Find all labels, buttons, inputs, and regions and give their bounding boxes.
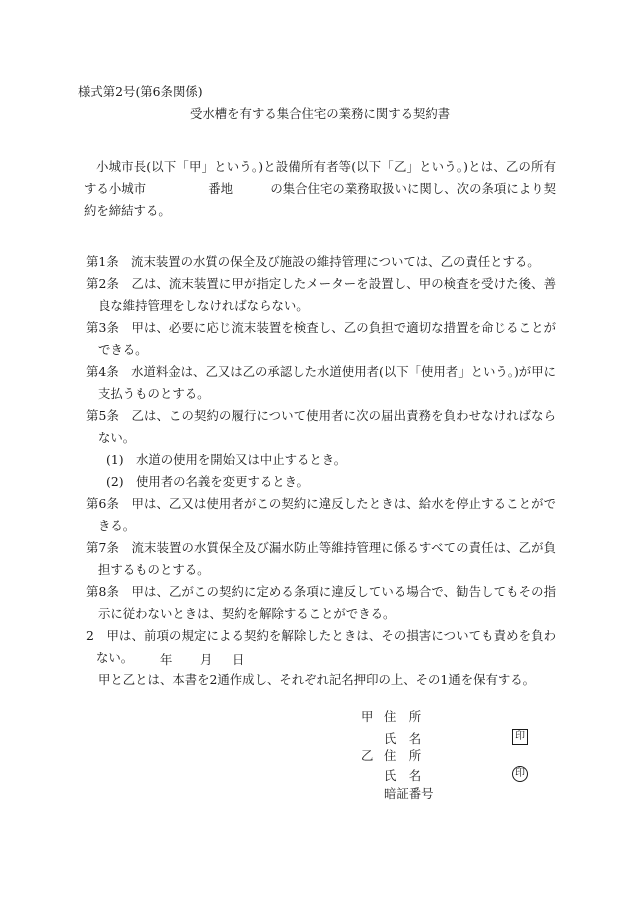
article-8: 第8条 甲は、乙がこの契約に定める条項に違反している場合で、勧告してもその指示に従わないときは、契約を解除することができる。 [86, 584, 556, 621]
article-1: 第1条 流末装置の水質の保全及び施設の維持管理については、乙の責任とする。 [86, 254, 540, 269]
article-7: 第7条 流末装置の水質保全及び漏水防止等維持管理に係るすべての責任は、乙が負担するものとする。 [86, 540, 556, 577]
article-2: 第2条 乙は、流末装置に甲が指定したメーターを設置し、甲の検査を受けた後、善良な維持管理をしなければならない。 [86, 276, 556, 313]
closing-text: 甲と乙とは、本書を2通作成し、それぞれ記名押印の上、その1通を保有する。 [98, 672, 536, 687]
article-5: 第5条 乙は、この契約の履行について使用者に次の届出責務を負わせなければならない。 [86, 408, 556, 445]
article-5-item-2: (2) 使用者の名義を変更するとき。 [106, 474, 309, 489]
form-number: 様式第2号(第6条関係) [78, 84, 203, 99]
articles-block [86, 251, 556, 691]
party-b-seal-icon: 印 [512, 766, 528, 782]
date-month: 月 [200, 652, 213, 667]
article-5-item-1: (1) 水道の使用を開始又は中止するとき。 [106, 452, 347, 467]
article-3: 第3条 甲は、必要に応じ流末装置を検査し、乙の負担で適切な措置を命じることができる。 [86, 320, 556, 357]
article-6: 第6条 甲は、乙又は使用者がこの契約に違反したときは、給水を停止することができる。 [86, 496, 556, 533]
party-b-name-label: 氏 名 [384, 768, 422, 783]
pin-label: 暗証番号 [384, 786, 434, 801]
party-a-name-label: 氏 名 [384, 731, 422, 746]
paragraph-2: 2 甲は、前項の規定による契約を解除したときは、その損害についても責めを負わない。 [86, 628, 556, 665]
date-day: 日 [232, 652, 245, 667]
date-year: 年 [160, 652, 173, 667]
party-a-address-label: 住 所 [384, 709, 422, 724]
party-a-seal-icon: 印 [512, 729, 528, 745]
intro-text: 小城市長(以下「甲」という。)と設備所有者等(以下「乙」という。)とは、乙の所有する小城市 番地 の集合住宅の業務取扱いに関し、次の条項により契約を締結する。 [84, 159, 556, 218]
intro-paragraph [84, 156, 556, 222]
party-a-label: 甲 [361, 709, 374, 724]
party-b-address-label: 住 所 [384, 748, 422, 763]
document-title: 受水槽を有する集合住宅の業務に関する契約書 [190, 106, 451, 121]
article-4: 第4条 水道料金は、乙又は乙の承認した水道使用者(以下「使用者」という。)が甲に支払うものとする。 [86, 364, 556, 401]
party-b-label: 乙 [361, 748, 374, 763]
